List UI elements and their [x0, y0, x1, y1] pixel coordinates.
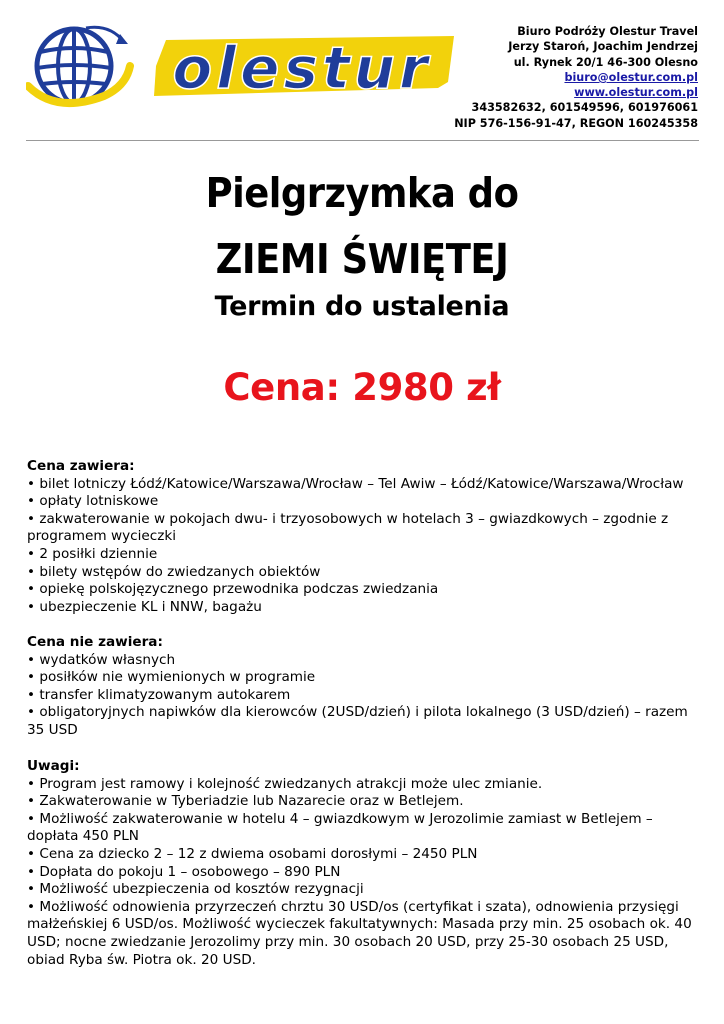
includes-section — [27, 458, 699, 616]
globe-icon — [28, 27, 130, 103]
owners: Jerzy Staroń, Joachim Jendrzej — [508, 40, 698, 54]
list-item: • opiekę polskojęzycznego przewodnika podczas zwiedzania — [27, 581, 439, 598]
notes-section — [27, 758, 699, 969]
phones: 343582632, 601549596, 601976061 — [471, 101, 698, 115]
contact-block — [378, 24, 698, 131]
list-item: • ubezpieczenie KL i NNW, bagażu — [27, 598, 262, 615]
website-link[interactable]: www.olestur.com.pl — [574, 86, 698, 100]
nip-regon: NIP 576-156-91-47, REGON 160245358 — [454, 116, 698, 130]
price-label: Cena: 2980 zł — [223, 366, 501, 409]
email-link[interactable]: biuro@olestur.com.pl — [564, 70, 698, 84]
logo-wordmark: olestur — [172, 34, 432, 102]
list-item: • Możliwość ubezpieczenia od kosztów rezygnacji — [27, 881, 364, 898]
date-subtitle: Termin do ustalenia — [214, 291, 510, 322]
list-item: • opłaty lotniskowe — [27, 493, 159, 510]
list-item: • transfer klimatyzowanym autokarem — [27, 686, 291, 703]
page-title — [0, 160, 724, 292]
list-item: • Dopłata do pokoju 1 – osobowego – 890 PLN — [27, 863, 341, 880]
address: ul. Rynek 20/1 46-300 Olesno — [513, 55, 698, 69]
company-name: Biuro Podróży Olestur Travel — [517, 25, 698, 38]
list-item: • Możliwość odnowienia przyrzeczeń chrztu 30 USD/os (certyfikat i szata), odnowienia przysięgi małżeńskiej 6 USD/os. Możliwość wycieczek fakultatywnych: Masada przy min. 25 osobach ok. 40 USD; nocne zwiedzanie Jerozolimy przy min. 30 osobach 20 USD, przy 25-30 osobach 25 USD, obiad Ryba św. Piotra ok. 20 USD. — [27, 898, 692, 968]
list-item: • obligatoryjnych napiwków dla kierowców (2USD/dzień) i pilota lokalnego (3 USD/dzień) – razem 35 USD — [27, 704, 688, 738]
list-item: • Program jest ramowy i kolejność zwiedzanych atrakcji może ulec zmianie. — [27, 775, 543, 792]
title-line-1: Pielgrzymka do — [205, 169, 519, 217]
list-item: • 2 posiłki dziennie — [27, 545, 158, 562]
list-item: • wydatków własnych — [27, 651, 176, 668]
excludes-section — [27, 634, 699, 740]
list-item: • bilet lotniczy Łódź/Katowice/Warszawa/Wrocław – Tel Awiw – Łódź/Katowice/Warszawa/Wrocław — [27, 475, 684, 492]
list-item: • zakwaterowanie w pokojach dwu- i trzyosobowych w hotelach 3 – gwiazdkowych – zgodnie z programem wycieczki — [27, 510, 669, 545]
header-divider — [26, 140, 699, 141]
includes-heading: Cena zawiera: — [27, 458, 135, 474]
title-line-2: ZIEMI ŚWIĘTEJ — [215, 235, 509, 283]
excludes-heading: Cena nie zawiera: — [27, 634, 163, 650]
list-item: • bilety wstępów do zwiedzanych obiektów — [27, 563, 321, 580]
list-item: • Możliwość zakwaterowanie w hotelu 4 – gwiazdkowym w Jerozolimie zamiast w Betlejem – dopłata 450 PLN — [27, 810, 653, 845]
notes-heading: Uwagi: — [27, 758, 80, 774]
list-item: • posiłków nie wymienionych w programie — [27, 669, 316, 686]
list-item: • Cena za dziecko 2 – 12 z dwiema osobami dorosłymi – 2450 PLN — [27, 845, 478, 862]
list-item: • Zakwaterowanie w Tyberiadzie lub Nazarecie oraz w Betlejem. — [27, 793, 464, 810]
